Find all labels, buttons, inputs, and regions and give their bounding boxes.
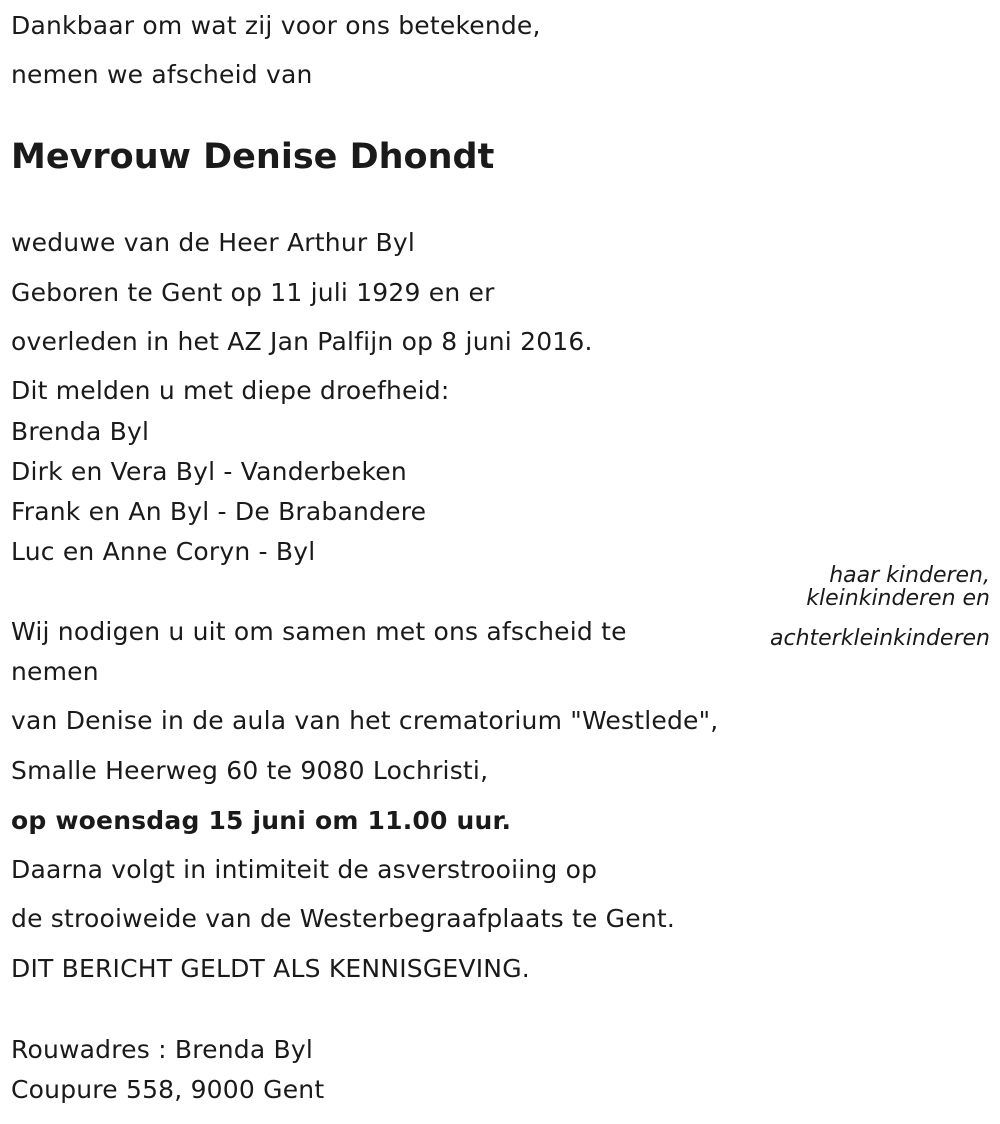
mourning-address-line-1: Rouwadres : Brenda Byl bbox=[11, 1035, 314, 1064]
died-line: overleden in het AZ Jan Palfijn op 8 juni 2016. bbox=[11, 327, 593, 356]
widow-of-line: weduwe van de Heer Arthur Byl bbox=[11, 228, 415, 257]
announcer-name: Frank en An Byl - De Brabandere bbox=[11, 497, 427, 526]
relatives-line-2: kleinkinderen en bbox=[806, 586, 990, 611]
announcer-name: Dirk en Vera Byl - Vanderbeken bbox=[11, 457, 407, 486]
announcers-intro: Dit melden u met diepe droefheid: bbox=[11, 376, 450, 405]
location-line: van Denise in de aula van het crematorium "Westlede", bbox=[11, 706, 719, 735]
intro-line-1: Dankbaar om wat zij voor ons betekende, bbox=[11, 11, 541, 40]
invite-line-1: Wij nodigen u uit om samen met ons afscheid te bbox=[11, 617, 627, 646]
relatives-line-1: haar kinderen, bbox=[829, 563, 990, 588]
announcer-name: Luc en Anne Coryn - Byl bbox=[11, 537, 316, 566]
relatives-line-3: achterkleinkinderen bbox=[770, 626, 990, 651]
address-line: Smalle Heerweg 60 te 9080 Lochristi, bbox=[11, 756, 489, 785]
intro-line-2: nemen we afscheid van bbox=[11, 60, 313, 89]
ceremony-datetime: op woensdag 15 juni om 11.00 uur. bbox=[11, 806, 512, 835]
notice-line: DIT BERICHT GELDT ALS KENNISGEVING. bbox=[11, 954, 530, 983]
mourning-address-line-2: Coupure 558, 9000 Gent bbox=[11, 1075, 325, 1104]
deceased-name: Mevrouw Denise Dhondt bbox=[11, 137, 495, 177]
born-line: Geboren te Gent op 11 juli 1929 en er bbox=[11, 278, 495, 307]
announcer-name: Brenda Byl bbox=[11, 417, 150, 446]
after-line-2: de strooiweide van de Westerbegraafplaats te Gent. bbox=[11, 904, 676, 933]
invite-line-2: nemen bbox=[11, 657, 99, 686]
after-line-1: Daarna volgt in intimiteit de asverstrooiing op bbox=[11, 855, 598, 884]
